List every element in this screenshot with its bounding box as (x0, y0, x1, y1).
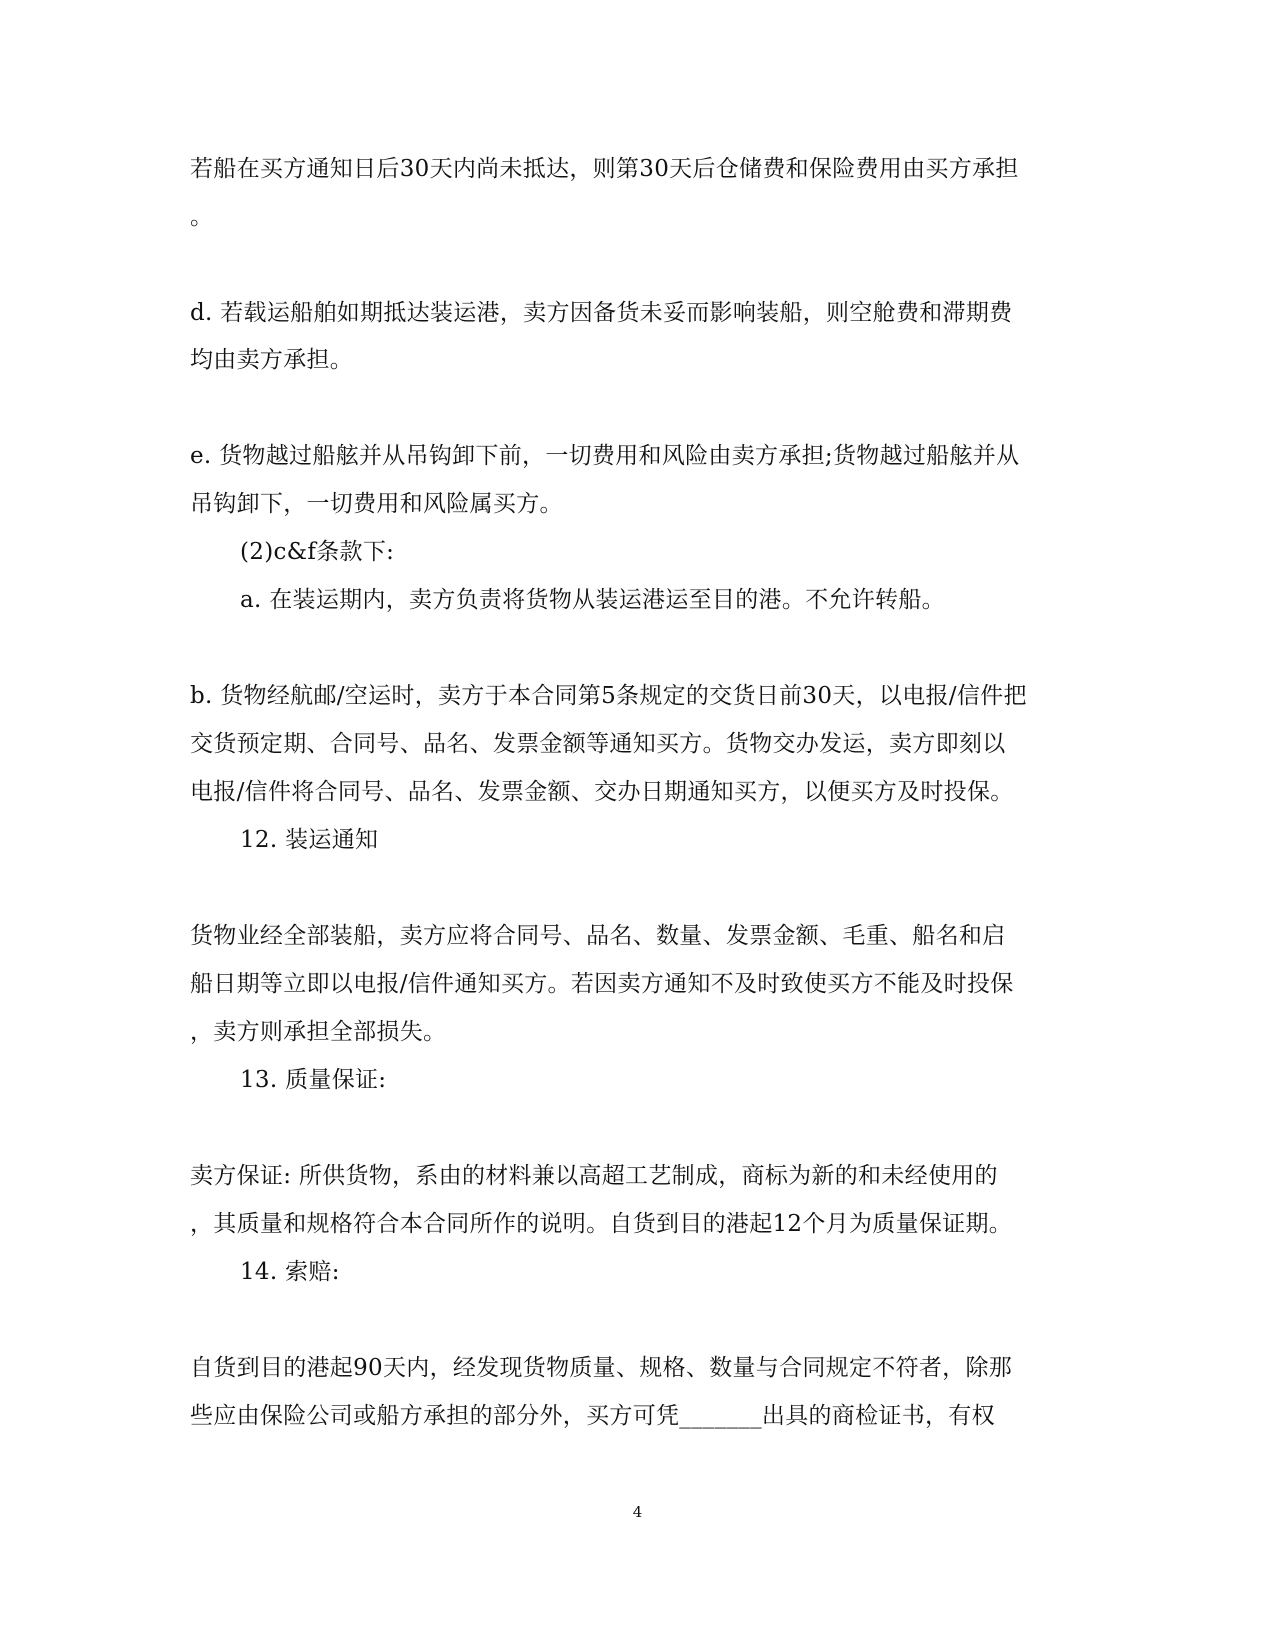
text-line: 船日期等立即以电报/信件通知买方。若因卖方通知不及时致使买方不能及时投保 (190, 971, 1014, 997)
text-line: 电报/信件将合同号、品名、发票金额、交办日期通知买方，以便买方及时投保。 (190, 779, 1014, 805)
text-line: 均由卖方承担。 (190, 347, 354, 373)
text-line: 若船在买方通知日后30天内尚未抵达，则第30天后仓储费和保险费用由买方承担 (190, 156, 1019, 182)
text-line: ，其质量和规格符合本合同所作的说明。自货到目的港起12个月为质量保证期。 (190, 1211, 1013, 1237)
text-line: 自货到目的港起90天内，经发现货物质量、规格、数量与合同规定不符者，除那 (190, 1355, 1013, 1381)
section-heading: 12. 装运通知 (240, 827, 379, 853)
text-line: e. 货物越过船舷并从吊钩卸下前，一切费用和风险由卖方承担;货物越过船舷并从 (190, 443, 1020, 469)
text-line: 。 (190, 204, 214, 230)
text-line: 卖方保证: 所供货物，系由的材料兼以高超工艺制成，商标为新的和未经使用的 (190, 1163, 998, 1189)
section-heading: 14. 索赔: (240, 1259, 340, 1285)
section-heading: 13. 质量保证: (240, 1067, 387, 1093)
page-number: 4 (632, 1503, 643, 1521)
text-line: 货物业经全部装船，卖方应将合同号、品名、数量、发票金额、毛重、船名和启 (190, 923, 1006, 949)
text-line: b. 货物经航邮/空运时，卖方于本合同第5条规定的交货日前30天，以电报/信件把 (190, 683, 1027, 709)
text-line: 些应由保险公司或船方承担的部分外，买方可凭_______出具的商检证书，有权 (190, 1403, 995, 1429)
text-line: a. 在装运期内，卖方负责将货物从装运港运至目的港。不允许转船。 (240, 587, 945, 613)
text-line: ，卖方则承担全部损失。 (190, 1019, 447, 1045)
text-line: 吊钩卸下，一切费用和风险属买方。 (190, 491, 563, 517)
text-line: d. 若载运船舶如期抵达装运港，卖方因备货未妥而影响装船，则空舱费和滞期费 (190, 300, 1013, 326)
text-line: 交货预定期、合同号、品名、发票金额等通知买方。货物交办发运，卖方即刻以 (190, 731, 1006, 757)
text-line: (2)c&f条款下: (240, 539, 395, 565)
